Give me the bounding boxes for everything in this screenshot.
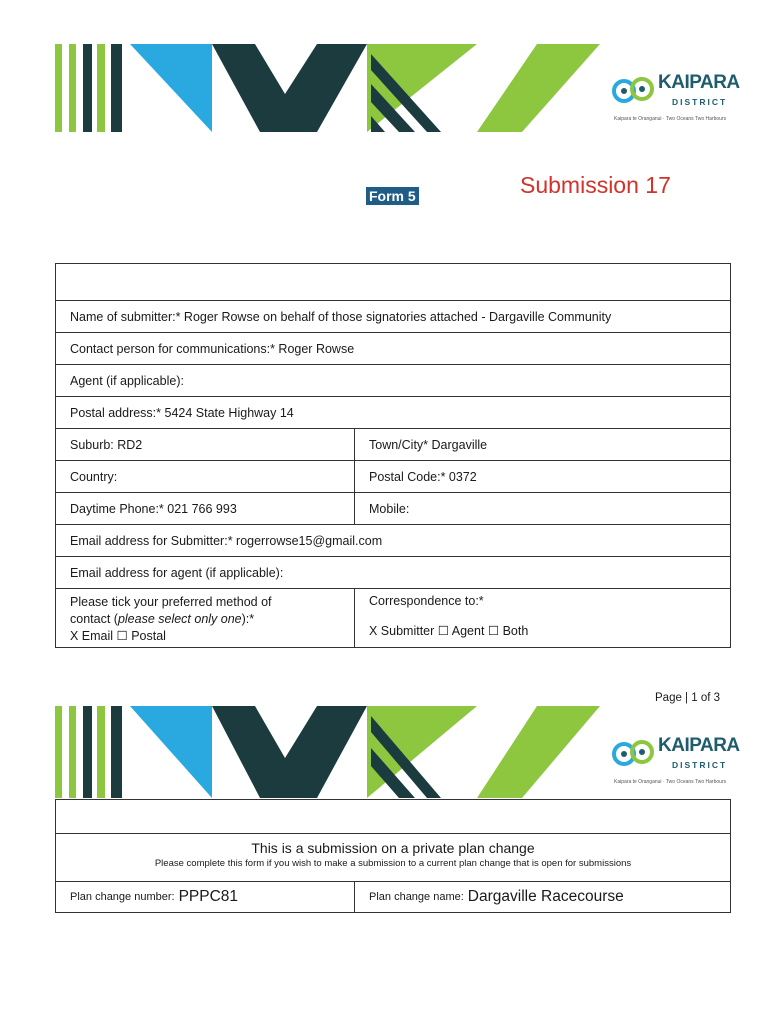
daytime-phone-field[interactable]: Daytime Phone:* 021 766 993 bbox=[56, 493, 355, 524]
correspondence-cell bbox=[355, 589, 730, 647]
plan-change-name-cell[interactable] bbox=[355, 882, 730, 912]
kaipara-swirl-icon bbox=[612, 739, 656, 767]
contact-method-choice[interactable]: X Email ☐ Postal bbox=[70, 629, 166, 643]
submission-title: Submission 17 bbox=[520, 172, 671, 198]
email-agent-row bbox=[56, 556, 730, 588]
country-postcode-row bbox=[56, 460, 730, 492]
contact-person-field[interactable]: Contact person for communications:* Roger Rowse bbox=[70, 341, 355, 356]
agent-row bbox=[56, 364, 730, 396]
submitter-details-table bbox=[55, 263, 731, 648]
email-submitter-field[interactable]: Email address for Submitter:* rogerrowse15@gmail.com bbox=[70, 533, 383, 548]
mobile-field[interactable]: Mobile: bbox=[369, 501, 410, 516]
suburb-town-row bbox=[56, 428, 730, 460]
plan-change-table bbox=[55, 799, 731, 913]
plan-change-title: This is a submission on a private plan change bbox=[251, 840, 535, 856]
logo-name: KAIPARA bbox=[658, 72, 740, 93]
plan-change-number-cell[interactable] bbox=[56, 882, 355, 912]
postal-address-field[interactable]: Postal address:* 5424 State Highway 14 bbox=[70, 405, 294, 420]
kaipara-swirl-icon bbox=[612, 76, 656, 104]
header-banner-graphic bbox=[55, 44, 600, 132]
logo-tagline: Kaipara te Oranganui · Two Oceans Two Harbours bbox=[614, 779, 727, 785]
contact-method-label-italic: please select only one bbox=[117, 612, 242, 626]
table-header-row bbox=[56, 264, 730, 300]
postal-code-field[interactable]: Postal Code:* 0372 bbox=[369, 469, 477, 484]
submitter-name-field[interactable]: Name of submitter:* Roger Rowse on behalf of those signatories attached - Dargaville Community bbox=[70, 309, 612, 324]
plan-change-name-label: Plan change name: bbox=[369, 891, 464, 903]
plan-change-number-label: Plan change number: bbox=[70, 891, 175, 903]
agent-field[interactable]: Agent (if applicable): bbox=[70, 373, 184, 388]
contact-method-label-line2 bbox=[70, 611, 254, 628]
contact-method-label-part-a: contact ( bbox=[70, 612, 118, 626]
plan-change-row bbox=[56, 881, 730, 912]
plan-table-header-row bbox=[56, 800, 730, 833]
correspondence-label: Correspondence to:* bbox=[369, 594, 484, 608]
kaipara-logo bbox=[612, 72, 740, 128]
contact-method-label-line1: Please tick your preferred method of bbox=[70, 595, 272, 609]
kaipara-logo-page2 bbox=[612, 735, 740, 791]
logo-district: DISTRICT bbox=[672, 97, 728, 107]
suburb-field[interactable]: Suburb: RD2 bbox=[56, 429, 355, 460]
town-city-field[interactable]: Town/City* Dargaville bbox=[369, 437, 488, 452]
country-field[interactable]: Country: bbox=[56, 461, 355, 492]
submitter-name-row bbox=[56, 300, 730, 332]
correspondence-choice[interactable]: X Submitter ☐ Agent ☐ Both bbox=[369, 624, 529, 638]
page2-banner-graphic bbox=[55, 706, 600, 798]
plan-change-subtitle: Please complete this form if you wish to make a submission to a current plan change that is open for submissions bbox=[154, 858, 632, 869]
email-agent-field[interactable]: Email address for agent (if applicable): bbox=[70, 565, 284, 580]
logo-name: KAIPARA bbox=[658, 735, 740, 756]
logo-district: DISTRICT bbox=[672, 760, 728, 770]
logo-tagline: Kaipara te Oranganui · Two Oceans Two Harbours bbox=[614, 116, 727, 122]
plan-change-number-value[interactable]: PPPC81 bbox=[178, 888, 239, 905]
plan-change-notice bbox=[56, 833, 730, 881]
plan-change-name-value[interactable]: Dargaville Racecourse bbox=[467, 888, 624, 905]
contact-method-label-part-c: ):* bbox=[241, 612, 255, 626]
form-label: Form 5 bbox=[366, 187, 419, 205]
postal-address-row bbox=[56, 396, 730, 428]
contact-person-row bbox=[56, 332, 730, 364]
phone-row bbox=[56, 492, 730, 524]
page-number: Page | 1 of 3 bbox=[655, 692, 721, 704]
contact-method-cell bbox=[56, 589, 355, 647]
email-submitter-row bbox=[56, 524, 730, 556]
contact-preference-row bbox=[56, 588, 730, 647]
